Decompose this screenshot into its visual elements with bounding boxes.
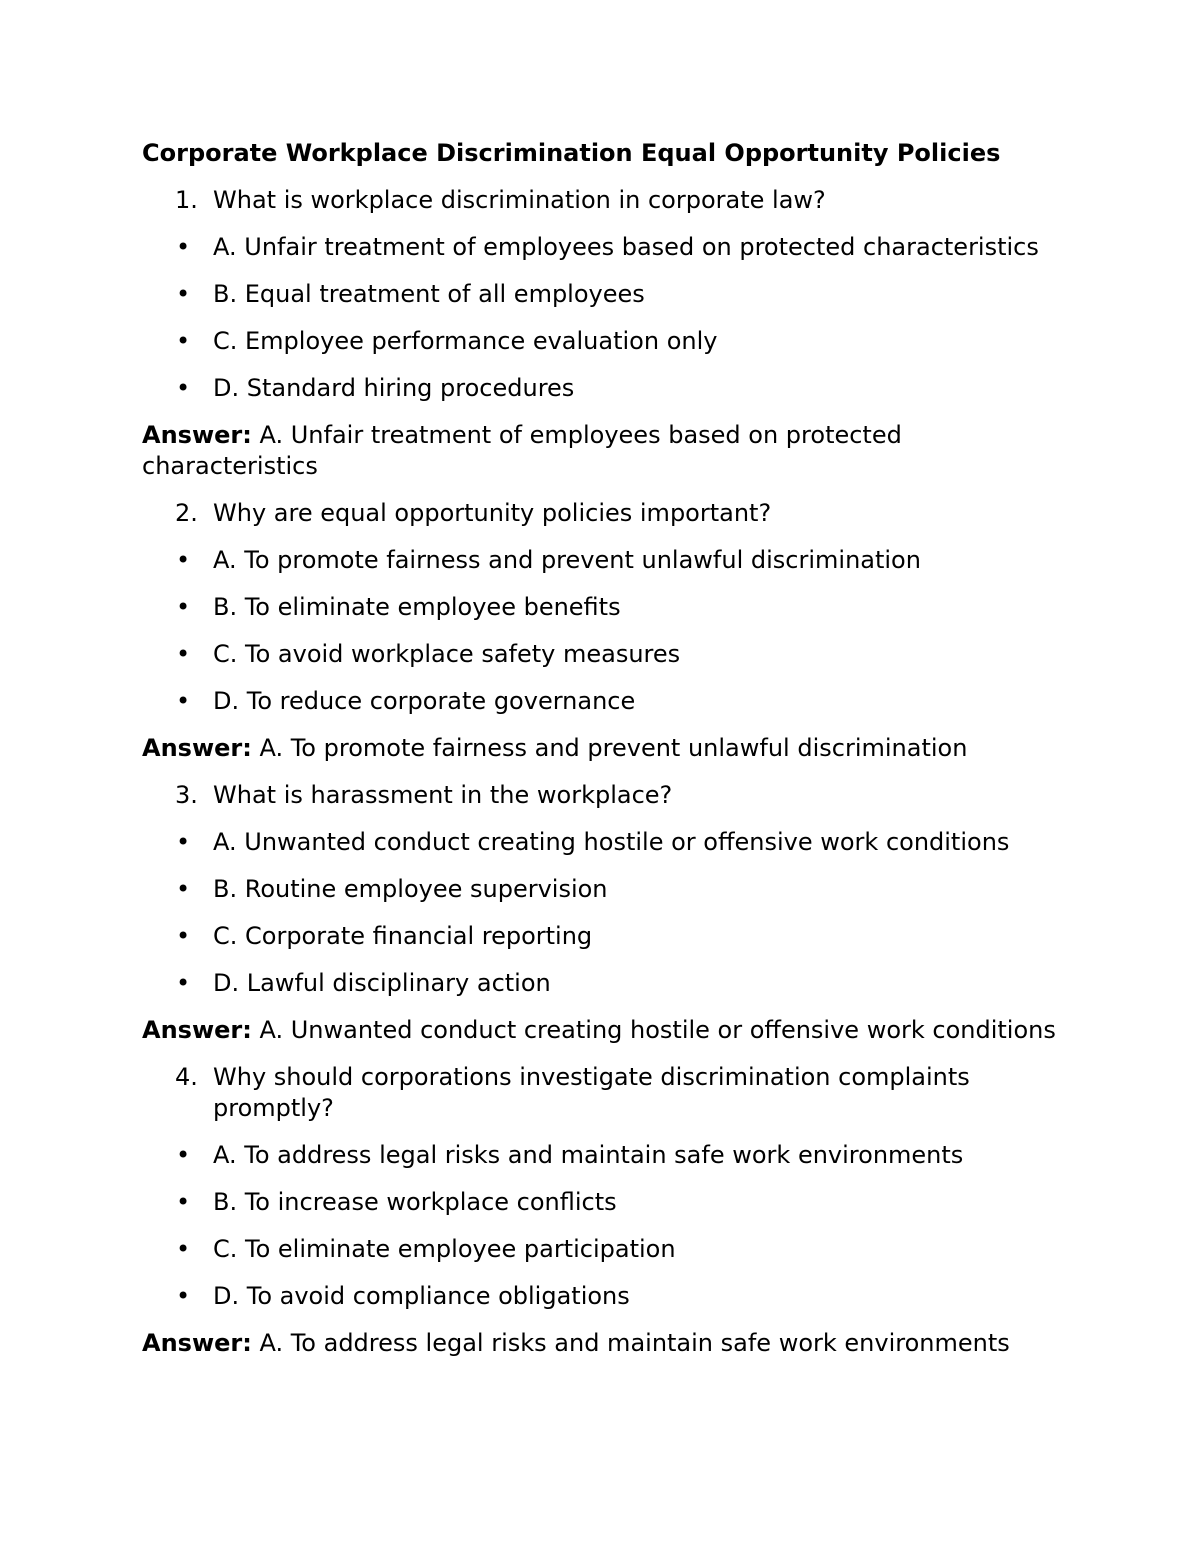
answer-label: Answer:	[142, 734, 252, 762]
option-text: C. Employee performance evaluation only	[213, 327, 718, 355]
option-item	[142, 592, 1062, 623]
bullet-icon: •	[176, 546, 191, 574]
option-text: A. To address legal risks and maintain safe work environments	[213, 1141, 964, 1169]
question-block-4	[142, 1062, 1062, 1359]
answer-label: Answer:	[142, 1329, 252, 1357]
option-item	[142, 686, 1062, 717]
option-text: D. To reduce corporate governance	[213, 687, 636, 715]
option-item	[142, 373, 1062, 404]
question-number: 1.	[175, 186, 198, 214]
document-title: Corporate Workplace Discrimination Equal Opportunity Policies	[142, 139, 1001, 167]
option-item	[142, 1140, 1062, 1171]
answer-text: A. To address legal risks and maintain safe work environments	[259, 1329, 1010, 1357]
question-block-1	[142, 185, 1062, 482]
question-text: Why are equal opportunity policies important?	[213, 499, 772, 527]
option-text: A. Unwanted conduct creating hostile or offensive work conditions	[213, 828, 1010, 856]
answer-label: Answer:	[142, 421, 252, 449]
option-text: D. To avoid compliance obligations	[213, 1282, 630, 1310]
question-number: 3.	[175, 781, 198, 809]
bullet-icon: •	[176, 1141, 191, 1169]
option-text: B. To increase workplace conflicts	[213, 1188, 617, 1216]
answer-text: A. To promote fairness and prevent unlawful discrimination	[259, 734, 968, 762]
option-item	[142, 968, 1062, 999]
bullet-icon: •	[176, 687, 191, 715]
option-item	[142, 1187, 1062, 1218]
answer-text: A. Unwanted conduct creating hostile or offensive work conditions	[259, 1016, 1056, 1044]
question-text: What is harassment in the workplace?	[213, 781, 673, 809]
option-item	[142, 874, 1062, 905]
option-text: C. To avoid workplace safety measures	[213, 640, 681, 668]
option-item	[142, 1234, 1062, 1265]
option-text: D. Lawful disciplinary action	[213, 969, 551, 997]
option-text: B. Equal treatment of all employees	[213, 280, 645, 308]
option-text: A. To promote fairness and prevent unlawful discrimination	[213, 546, 921, 574]
bullet-icon: •	[176, 327, 191, 355]
document-page	[142, 138, 1062, 1375]
answer-line	[142, 733, 1062, 764]
option-item	[142, 1281, 1062, 1312]
option-text: B. Routine employee supervision	[213, 875, 608, 903]
question-number: 2.	[175, 499, 198, 527]
question-block-2	[142, 498, 1062, 764]
answer-line	[142, 1015, 1062, 1046]
bullet-icon: •	[176, 922, 191, 950]
option-text: B. To eliminate employee benefits	[213, 593, 621, 621]
question-block-3	[142, 780, 1062, 1046]
answer-label: Answer:	[142, 1016, 252, 1044]
option-item	[142, 545, 1062, 576]
option-item	[142, 827, 1062, 858]
question-1	[142, 185, 1062, 216]
question-2	[142, 498, 1062, 529]
bullet-icon: •	[176, 1282, 191, 1310]
question-text: Why should corporations investigate discrimination complaints promptly?	[213, 1063, 970, 1122]
bullet-icon: •	[176, 875, 191, 903]
answer-line	[142, 1328, 1062, 1359]
question-3	[142, 780, 1062, 811]
answer-text: A. Unfair treatment of employees based on protected characteristics	[142, 421, 902, 480]
bullet-icon: •	[176, 640, 191, 668]
option-item	[142, 279, 1062, 310]
answer-line	[142, 420, 1062, 482]
bullet-icon: •	[176, 593, 191, 621]
bullet-icon: •	[176, 374, 191, 402]
option-text: D. Standard hiring procedures	[213, 374, 575, 402]
option-item	[142, 639, 1062, 670]
option-item	[142, 232, 1062, 263]
bullet-icon: •	[176, 280, 191, 308]
question-text: What is workplace discrimination in corporate law?	[213, 186, 826, 214]
bullet-icon: •	[176, 828, 191, 856]
bullet-icon: •	[176, 1235, 191, 1263]
question-number: 4.	[175, 1063, 198, 1091]
option-text: C. To eliminate employee participation	[213, 1235, 676, 1263]
question-4	[142, 1062, 1062, 1124]
bullet-icon: •	[176, 1188, 191, 1216]
bullet-icon: •	[176, 233, 191, 261]
option-item	[142, 326, 1062, 357]
option-item	[142, 921, 1062, 952]
option-text: C. Corporate financial reporting	[213, 922, 593, 950]
option-text: A. Unfair treatment of employees based on protected characteristics	[213, 233, 1039, 261]
bullet-icon: •	[176, 969, 191, 997]
